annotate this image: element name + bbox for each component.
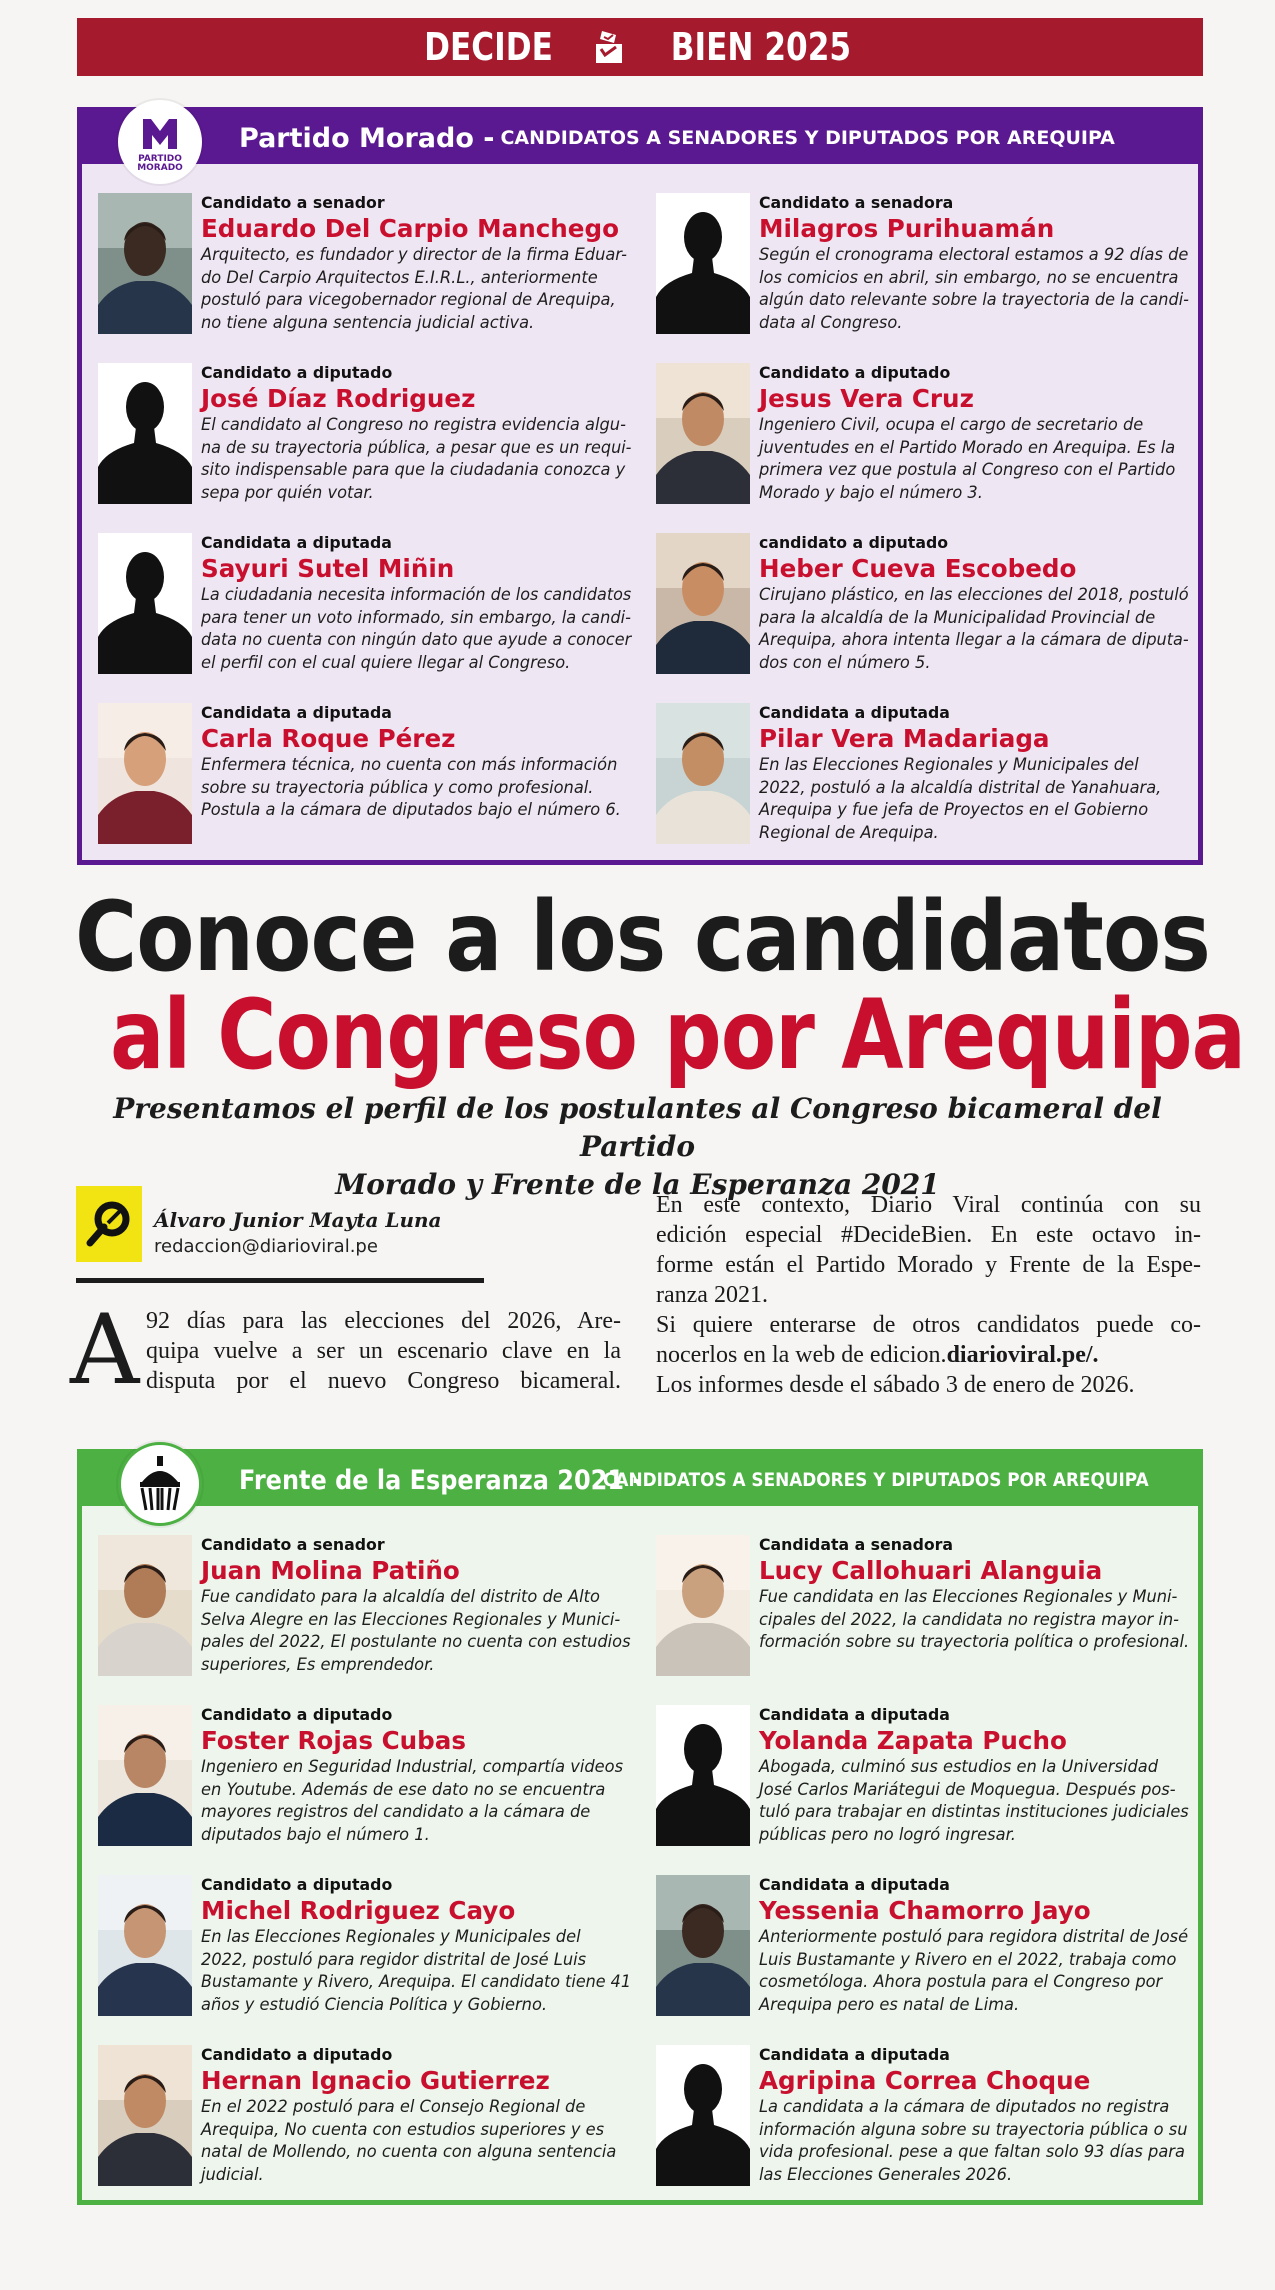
candidate-portrait [98, 193, 192, 334]
frente-esperanza-logo [118, 1442, 202, 1526]
bio-line: sobre su trayectoria pública y como profesional. [201, 777, 594, 797]
candidate-info [201, 1535, 638, 1676]
decide-bien-banner [77, 18, 1203, 76]
partido-morado-header [82, 112, 1198, 164]
candidate-photo [656, 533, 750, 674]
candidate-silhouette [656, 2045, 750, 2186]
bio-line: mayores registros del candidato a la cámara de [201, 1802, 591, 1821]
candidate-bio [201, 754, 638, 822]
candidate-portrait [656, 363, 750, 504]
candidate-role: Candidata a diputada [759, 1875, 950, 1894]
candidate-photo [656, 1535, 750, 1676]
candidate-portrait [98, 1875, 192, 2016]
candidate-name: Jesus Vera Cruz [759, 384, 974, 413]
candidate-silhouette [98, 533, 192, 674]
right-line-4: ranza 2021. [656, 1282, 768, 1308]
banner-word-right: BIEN 2025 [670, 25, 851, 69]
partido-morado-logo [118, 100, 202, 184]
candidate-info [759, 1535, 1196, 1654]
bio-line: juventudes en el Partido Morado en Arequipa. Es la [759, 437, 1176, 457]
bio-line: no tiene alguna sentencia judicial activa. [201, 312, 535, 332]
bio-line: La ciudadania necesita información de los candidatos [201, 585, 632, 604]
bio-line: En las Elecciones Regionales y Municipales del [759, 755, 1139, 774]
candidate-bio [201, 414, 638, 504]
candidate-role: Candidata a diputada [759, 703, 950, 722]
candidate-portrait [656, 1875, 750, 2016]
bio-line: El candidato al Congreso no registra evidencia algu- [201, 415, 626, 434]
bio-line: tuló para trabajar en distintas instituciones judiciales [759, 1802, 1189, 1821]
candidate-info [759, 1705, 1196, 1846]
diario-viral-logo [76, 1186, 142, 1262]
candidate-portrait [656, 1535, 750, 1676]
candidate-role: Candidata a diputada [759, 1705, 950, 1724]
candidate-info [201, 2045, 638, 2186]
candidate-bio [759, 1586, 1196, 1654]
party-subtitle: CANDIDATOS A SENADORES Y DIPUTADOS POR AREQUIPA [603, 1469, 1149, 1491]
bio-line: En las Elecciones Regionales y Municipales del [201, 1927, 581, 1946]
right-line-7: Los informes desde el sábado 3 de enero de 2026. [656, 1372, 1135, 1398]
candidate-info [759, 703, 1196, 844]
candidate-role: Candidata a senadora [759, 1535, 954, 1554]
candidate-info [759, 533, 1196, 674]
candidate-bio [759, 414, 1196, 504]
candidate-name: Eduardo Del Carpio Manchego [201, 214, 620, 243]
bio-line: Ingeniero Civil, ocupa el cargo de secretario de [759, 415, 1144, 434]
right-line-1: En este contexto, Diario Viral continúa con su [656, 1192, 1201, 1218]
bio-line: sito indispensable para que la ciudadania conozca y [201, 460, 626, 479]
bio-line: diputados bajo el número 1. [201, 1824, 430, 1844]
author-divider [76, 1278, 484, 1283]
candidate-bio [759, 754, 1196, 844]
candidate-bio [759, 1926, 1196, 2016]
web-link[interactable]: diarioviral.pe/. [946, 1342, 1099, 1368]
bio-line: Morado y bajo el número 3. [759, 482, 983, 502]
bio-line: En el 2022 postuló para el Consejo Regional de [201, 2097, 586, 2116]
bio-line: para tener un voto informado, sin embargo, la candi- [201, 607, 631, 627]
bio-line: primera vez que postula al Congreso con el Partido [759, 460, 1176, 479]
candidate-card [98, 703, 638, 853]
bio-line: judicial. [201, 2164, 264, 2184]
candidate-card [98, 1705, 638, 1855]
candidate-card [656, 533, 1196, 683]
bio-line: data no cuenta con ningún dato que ayude a conocer [201, 630, 632, 649]
candidate-role: Candidato a diputado [201, 2045, 393, 2064]
candidate-bio [759, 584, 1196, 674]
bio-line: públicas pero no logró ingresar. [759, 1824, 1016, 1844]
candidate-card [656, 363, 1196, 513]
candidate-photo [98, 703, 192, 844]
candidate-card [656, 1875, 1196, 2025]
candidate-bio [201, 1926, 638, 2016]
lead-line-2: quipa vuelve a ser un escenario clave en la [146, 1338, 621, 1364]
candidate-card [98, 1535, 638, 1685]
bio-line: cipales del 2022, la candidata no registra mayor in- [759, 1609, 1180, 1629]
candidate-role: Candidato a senador [201, 193, 385, 212]
candidate-info [201, 1875, 638, 2016]
frente-esperanza-header [82, 1454, 1198, 1506]
bio-line: las Elecciones Generales 2026. [759, 2164, 1013, 2184]
bio-line: La candidata a la cámara de diputados no registra [759, 2097, 1170, 2116]
candidate-bio [201, 244, 638, 334]
logo-text-1: PARTIDO [138, 154, 182, 164]
candidate-card [98, 533, 638, 683]
candidate-info [759, 2045, 1196, 2186]
bio-line: cosmetóloga. Ahora postula para el Congreso por [759, 1972, 1163, 1991]
candidate-role: Candidato a diputado [201, 363, 393, 382]
bio-line: Anteriormente postuló para regidora distrital de José [759, 1927, 1189, 1946]
candidate-name: Pilar Vera Madariaga [759, 724, 1050, 753]
candidate-name: Carla Roque Pérez [201, 724, 456, 753]
party-subtitle: CANDIDATOS A SENADORES Y DIPUTADOS POR AREQUIPA [500, 127, 1115, 149]
party-name: Partido Morado - [239, 122, 495, 154]
candidate-name: Yolanda Zapata Pucho [759, 1726, 1067, 1755]
candidate-silhouette [656, 1705, 750, 1846]
candidate-name: Sayuri Sutel Miñin [201, 554, 455, 583]
candidate-card [98, 1875, 638, 2025]
bio-line: Bustamante y Rivero, Arequipa. El candidato tiene 41 [201, 1972, 632, 1991]
drop-cap: A [70, 1294, 140, 1406]
candidate-info [759, 363, 1196, 504]
candidate-portrait [98, 1535, 192, 1676]
candidate-card [656, 193, 1196, 343]
candidate-photo [98, 2045, 192, 2186]
subhead-line-1: Presentamos el perfil de los postulantes al Congreso bicameral del Partido [113, 1092, 1162, 1163]
candidate-card [98, 363, 638, 513]
bio-line: data al Congreso. [759, 312, 903, 332]
candidate-card [656, 1705, 1196, 1855]
candidate-photo [656, 703, 750, 844]
candidate-portrait [98, 2045, 192, 2186]
candidate-card [656, 1535, 1196, 1685]
bio-line: Regional de Arequipa. [759, 822, 939, 842]
candidate-role: Candidato a diputado [201, 1875, 393, 1894]
bio-line: en Youtube. Además de ese dato no se encuentra [201, 1779, 606, 1799]
candidate-bio [759, 2096, 1196, 2186]
headline-line-2: al Congreso por Arequipa [110, 979, 1246, 1091]
candidate-bio [201, 2096, 638, 2186]
candidate-name: Yessenia Chamorro Jayo [759, 1896, 1091, 1925]
candidate-card [98, 193, 638, 343]
candidate-bio [201, 1756, 638, 1846]
ballot-box-icon [589, 27, 629, 67]
candidate-bio [759, 244, 1196, 334]
right-line-6 [656, 1340, 1201, 1370]
article-lead [146, 1306, 621, 1396]
candidate-info [759, 193, 1196, 334]
candidate-role: Candidato a diputado [201, 1705, 393, 1724]
candidate-photo [98, 1705, 192, 1846]
candidate-card [98, 2045, 638, 2195]
candidate-photo [98, 193, 192, 334]
bio-line: Enfermera técnica, no cuenta con más información [201, 755, 618, 774]
bio-line: Cirujano plástico, en las elecciones del 2018, postuló [759, 585, 1189, 604]
subheadline [60, 1090, 1215, 1204]
banner-word-left: DECIDE [423, 25, 553, 69]
bio-line: Selva Alegre en las Elecciones Regionales y Munici- [201, 1609, 621, 1629]
lead-line-1: 92 días para las elecciones del 2026, Are- [146, 1308, 621, 1334]
candidate-role: candidato a diputado [759, 533, 949, 552]
bio-line: natal de Mollendo, no cuenta con alguna sentencia [201, 2142, 617, 2161]
author-name: Álvaro Junior Mayta Luna [154, 1208, 442, 1232]
candidate-name: Juan Molina Patiño [201, 1556, 460, 1585]
candidate-photo [98, 1535, 192, 1676]
bio-line: Arequipa y fue jefa de Proyectos en el Gobierno [759, 800, 1149, 819]
bio-line: información alguna sobre su trayectoria pública o su [759, 2119, 1188, 2139]
candidate-info [759, 1875, 1196, 2016]
candidate-info [201, 193, 638, 334]
bio-line: algún dato relevante sobre la trayectoria de la candi- [759, 290, 1189, 309]
candidate-role: Candidata a diputada [201, 533, 392, 552]
bio-line: pales del 2022, El postulante no cuenta con estudios [201, 1632, 631, 1651]
candidate-info [201, 1705, 638, 1846]
author-email[interactable]: redaccion@diarioviral.pe [154, 1236, 378, 1257]
candidate-info [201, 533, 638, 674]
bio-line: José Carlos Mariátegui de Moquegua. Después pos- [759, 1779, 1176, 1799]
bio-line: dos con el número 5. [759, 652, 931, 672]
bio-line: Según el cronograma electoral estamos a 92 días de [759, 245, 1189, 264]
candidate-role: Candidato a senadora [759, 193, 954, 212]
headline-line-1: Conoce a los candidatos [74, 881, 1210, 993]
candidate-portrait [98, 1705, 192, 1846]
partido-morado-section [77, 107, 1203, 865]
bio-line: los comicios en abril, sin embargo, no se encuentra [759, 267, 1179, 287]
bio-line: 2022, postuló para regidor distrital de José Luis [201, 1949, 587, 1969]
bio-line: Ingeniero en Seguridad Industrial, compartía videos [201, 1757, 624, 1776]
bio-line: el perfil con el cual quiere llegar al Congreso. [201, 652, 571, 672]
bio-line: Arquitecto, es fundador y director de la firma Eduar- [201, 245, 627, 264]
candidate-name: Lucy Callohuari Alanguia [759, 1556, 1103, 1585]
candidate-name: Hernan Ignacio Gutierrez [201, 2066, 550, 2095]
bio-line: Postula a la cámara de diputados bajo el número 6. [201, 800, 621, 819]
bio-line: Abogada, culminó sus estudios en la Universidad [759, 1757, 1159, 1776]
candidate-portrait [656, 703, 750, 844]
candidate-card [656, 2045, 1196, 2195]
bio-line: años y estudió Ciencia Política y Gobierno. [201, 1994, 548, 2014]
bio-line: vida profesional. pese a que faltan solo 93 días para [759, 2142, 1185, 2161]
web-prefix: nocerlos en la web de edicion. [656, 1342, 947, 1368]
bio-line: 2022, postuló a la alcaldía distrital de Yanahuara, [759, 777, 1162, 797]
bio-line: superiores, Es emprendedor. [201, 1654, 435, 1674]
bio-line: na de su trayectoria pública, a pesar que es un requi- [201, 437, 632, 457]
candidate-name: Foster Rojas Cubas [201, 1726, 466, 1755]
candidate-bio [201, 584, 638, 674]
bio-line: Arequipa pero es natal de Lima. [759, 1994, 1020, 2014]
bio-line: Arequipa, ahora intenta llegar a la cámara de diputa- [759, 630, 1189, 649]
candidate-bio [201, 1586, 638, 1676]
lead-line-3: disputa por el nuevo Congreso bicameral. [146, 1368, 621, 1394]
candidate-photo [98, 1875, 192, 2016]
bio-line: do Del Carpio Arquitectos E.I.R.L., anteriormente [201, 267, 598, 287]
candidate-silhouette [656, 193, 750, 334]
candidate-role: Candidato a diputado [759, 363, 951, 382]
candidate-photo [656, 1875, 750, 2016]
bio-line: Luis Bustamante y Rivero en el 2022, trabaja como [759, 1949, 1177, 1969]
bio-line: formación sobre su trayectoria política o profesional. [759, 1632, 1190, 1651]
candidate-role: Candidata a diputada [201, 703, 392, 722]
candidate-name: Agripina Correa Choque [759, 2066, 1091, 2095]
candidate-card [656, 703, 1196, 853]
right-line-3: forme están el Partido Morado y Frente de la Espe- [656, 1252, 1201, 1278]
article-right-column [656, 1190, 1201, 1400]
logo-text-2: MORADO [137, 163, 183, 173]
bio-line: sepa por quién votar. [201, 482, 374, 502]
candidate-name: José Díaz Rodriguez [201, 384, 476, 413]
candidate-silhouette [98, 363, 192, 504]
bio-line: Arequipa, No cuenta con estudios superiores y es [201, 2119, 605, 2139]
candidate-info [201, 363, 638, 504]
candidate-name: Michel Rodriguez Cayo [201, 1896, 516, 1925]
frente-esperanza-section [77, 1449, 1203, 2205]
subhead-line-2: Morado y Frente de la Esperanza 2021 [335, 1168, 940, 1201]
candidate-bio [759, 1756, 1196, 1846]
bio-line: Fue candidato para la alcaldía del distrito de Alto [201, 1587, 600, 1606]
candidate-info [201, 703, 638, 822]
candidate-portrait [656, 533, 750, 674]
candidate-portrait [98, 703, 192, 844]
candidate-name: Milagros Purihuamán [759, 214, 1055, 243]
right-line-2: edición especial #DecideBien. En este octavo in- [656, 1222, 1201, 1248]
candidate-role: Candidata a diputada [759, 2045, 950, 2064]
party-name: Frente de la Esperanza 2021 - [239, 1464, 643, 1496]
candidate-photo [656, 363, 750, 504]
bio-line: Fue candidata en las Elecciones Regionales y Muni- [759, 1587, 1178, 1606]
candidate-role: Candidato a senador [201, 1535, 385, 1554]
bio-line: para la alcaldía de la Municipalidad Provincial de [759, 607, 1156, 627]
bio-line: postuló para vicegobernador regional de Arequipa, [201, 290, 616, 309]
candidate-name: Heber Cueva Escobedo [759, 554, 1077, 583]
right-line-5: Si quiere enterarse de otros candidatos puede co- [656, 1312, 1201, 1338]
